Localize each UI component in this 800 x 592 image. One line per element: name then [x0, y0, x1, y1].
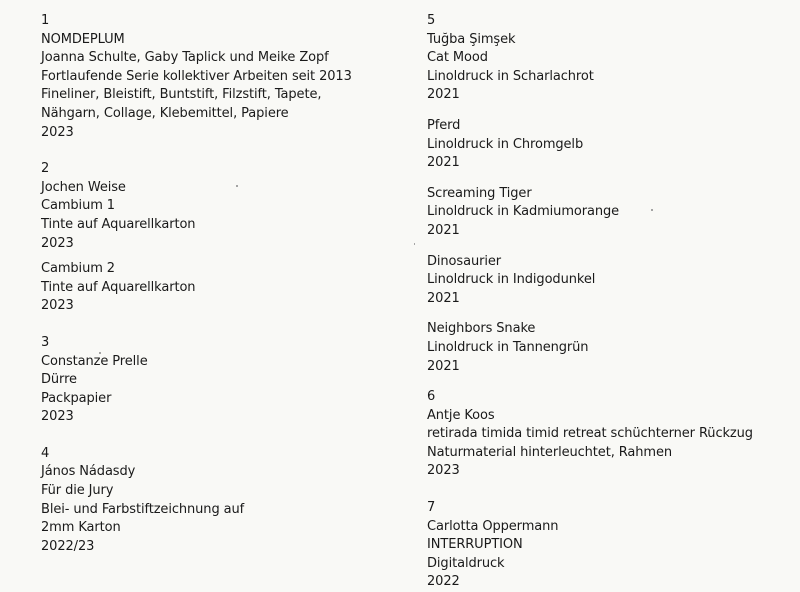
entry-4 [41, 445, 401, 557]
scan-speck [651, 209, 653, 211]
entry-number: 3 [41, 334, 50, 350]
work-medium: Blei- und Farbstiftzeichnung auf [41, 501, 245, 517]
artist-members: Joanna Schulte, Gaby Taplick und Meike Zopf [41, 50, 329, 66]
work-title: INTERRUPTION [427, 537, 523, 553]
work-medium: Linoldruck in Scharlachrot [427, 68, 594, 84]
scan-speck [414, 243, 415, 245]
work-year: 2022/23 [41, 538, 95, 554]
work-year: 2022 [427, 574, 460, 590]
scan-speck [236, 185, 238, 187]
work-medium: Digitaldruck [427, 555, 505, 571]
work-title: Dinosaurier [427, 253, 501, 269]
entry-6 [427, 388, 797, 481]
artist-name: Carlotta Oppermann [427, 518, 559, 534]
entry-number: 1 [41, 13, 50, 28]
work-medium: Linoldruck in Kadmiumorange [427, 204, 620, 220]
work-year: 2023 [41, 235, 74, 251]
work-year: 2021 [427, 290, 460, 306]
left-column [41, 12, 401, 556]
work-medium: Linoldruck in Tannengrün [427, 339, 589, 355]
work-title: Screaming Tiger [427, 185, 532, 201]
work-title: Für die Jury [41, 483, 114, 499]
artist-name: Antje Koos [427, 407, 495, 423]
entry-number: 7 [427, 500, 436, 516]
work-year: 2023 [41, 409, 74, 425]
entry-5 [427, 12, 797, 376]
work-title: Pferd [427, 117, 461, 133]
work-title: Neighbors Snake [427, 321, 536, 337]
work-title: Cat Mood [427, 50, 488, 66]
work-title: Dürre [41, 372, 77, 388]
work-medium: Naturmaterial hinterleuchtet, Rahmen [427, 444, 673, 460]
entry-number: 5 [427, 13, 436, 28]
entry-number: 2 [41, 161, 50, 177]
work-year: 2023 [41, 298, 74, 314]
work-medium: Linoldruck in Indigodunkel [427, 272, 596, 288]
work-medium: 2mm Karton [41, 520, 121, 536]
right-column [427, 12, 797, 592]
work-medium: Packpapier [41, 390, 112, 406]
artist-name: Jochen Weise [41, 179, 126, 195]
entry-3 [41, 334, 401, 427]
work-title: retirada timida timid retreat schüchterner Rückzug [427, 426, 753, 442]
work-description: Fortlaufende Serie kollektiver Arbeiten seit 2013 [41, 68, 352, 84]
work-year: 2021 [427, 87, 460, 103]
artist-name: NOMDEPLUM [41, 31, 125, 47]
work-medium: Tinte auf Aquarellkarton [41, 279, 196, 295]
work-year: 2023 [41, 124, 74, 140]
artist-name: János Nádasdy [41, 464, 136, 480]
entry-1 [41, 12, 401, 142]
work-medium: Linoldruck in Chromgelb [427, 136, 584, 152]
entry-number: 6 [427, 389, 436, 405]
work-title: Cambium 2 [41, 261, 115, 277]
work-year: 2021 [427, 222, 460, 238]
work-materials: Nähgarn, Collage, Klebemittel, Papiere [41, 105, 289, 121]
artist-name: Tuğba Şimşek [427, 31, 516, 47]
entry-7 [427, 499, 797, 592]
work-year: 2023 [427, 463, 460, 479]
scan-speck [99, 352, 101, 354]
work-materials: Fineliner, Bleistift, Buntstift, Filzstift, Tapete, [41, 87, 322, 103]
entry-2 [41, 160, 401, 316]
work-year: 2021 [427, 155, 460, 171]
entry-number: 4 [41, 445, 50, 461]
work-title: Cambium 1 [41, 198, 115, 214]
artist-name: Constanze Prelle [41, 353, 148, 369]
work-year: 2021 [427, 358, 460, 374]
work-medium: Tinte auf Aquarellkarton [41, 216, 196, 232]
